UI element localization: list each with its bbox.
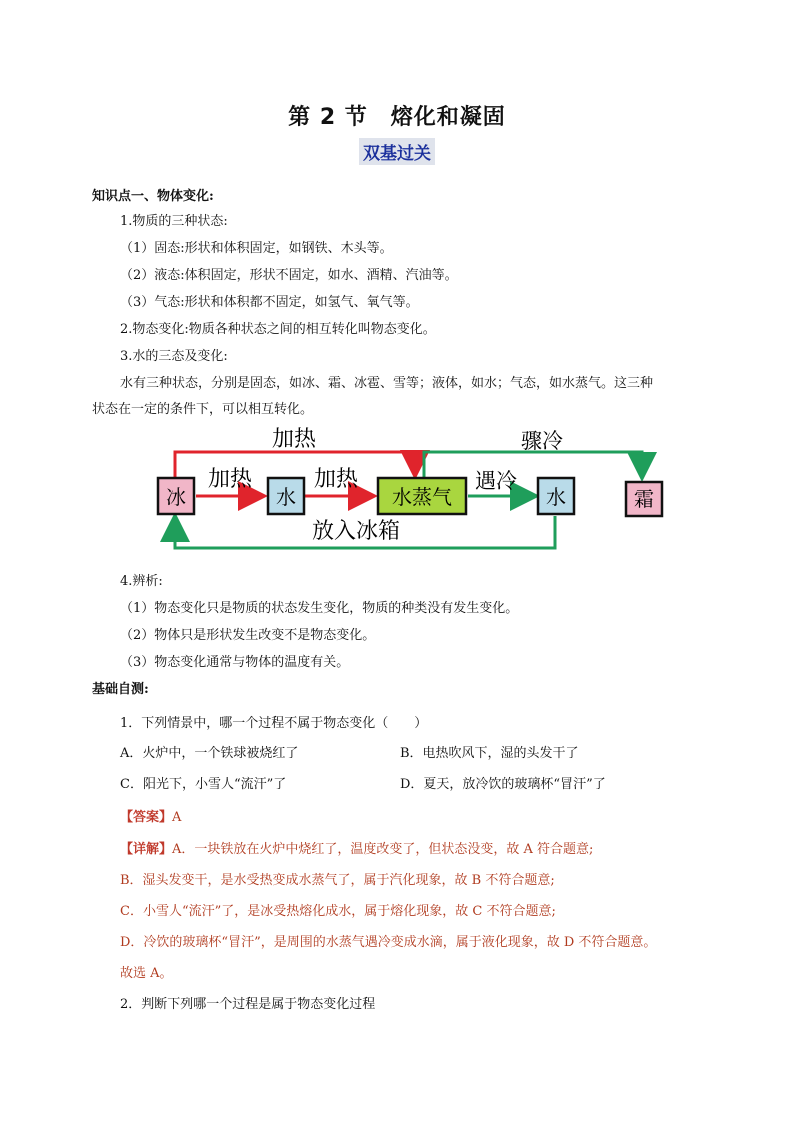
- svg-text:水蒸气: 水蒸气: [392, 485, 452, 509]
- question-1: 1．下列情景中，哪一个过程不属于物态变化（ ）: [120, 716, 428, 731]
- liquid-state-text: （2）液态:体积固定，形状不固定，如水、酒精、汽油等。: [120, 268, 458, 283]
- label-cool: 遇冷: [475, 469, 517, 493]
- answer-line: [120, 806, 181, 825]
- water-state-diagram: [150, 420, 670, 560]
- option-c: C．阳光下，小雪人“流汗”了: [120, 777, 287, 792]
- knowledge-point-3: 3.水的三态及变化:: [120, 349, 228, 364]
- knowledge-heading: 知识点一、物体变化:: [92, 189, 214, 204]
- water-box-1: [268, 478, 304, 514]
- section-badge: 双基过关: [359, 138, 435, 165]
- detail-line-a: [120, 838, 593, 857]
- detail-b: B．湿头发变干，是水受热变成水蒸气了，属于汽化现象，故 B 不符合题意;: [120, 873, 555, 888]
- analysis-3: （3）物态变化通常与物体的温度有关。: [120, 655, 350, 670]
- water-states-line-1: 水有三种状态，分别是固态，如冰、霜、冰雹、雪等；液体，如水；气态，如水蒸气。这三种: [120, 376, 654, 391]
- label-fridge: 放入冰箱: [311, 519, 401, 544]
- detail-c: C．小雪人“流汗”了，是冰受热熔化成水，属于熔化现象，故 C 不符合题意;: [120, 904, 556, 919]
- option-a: A．火炉中，一个铁球被烧红了: [120, 746, 299, 761]
- gas-state-text: （3）气态:形状和体积都不固定，如氢气、氧气等。: [120, 295, 419, 310]
- label-heat-1: 加热: [207, 467, 253, 492]
- knowledge-point-4: 4.辨析:: [120, 574, 163, 589]
- page-title: 第 2 节 熔化和凝固: [288, 105, 506, 130]
- steam-box: [378, 478, 466, 514]
- analysis-1: （1）物态变化只是物质的状态发生变化，物质的种类没有发生变化。: [120, 601, 519, 616]
- label-heat-top: 加热: [271, 427, 317, 452]
- water-states-line-2: 状态在一定的条件下，可以相互转化。: [92, 402, 314, 417]
- question-2: 2．判断下列哪一个过程是属于物态变化过程: [120, 997, 376, 1012]
- detail-tag: 【详解】: [120, 842, 173, 857]
- knowledge-point-2: 2.物态变化:物质各种状态之间的相互转化叫物态变化。: [120, 322, 436, 337]
- detail-a: A．一块铁放在火炉中烧红了，温度改变了，但状态没变，故 A 符合题意;: [172, 842, 594, 857]
- frost-box: [626, 482, 662, 516]
- option-d: D．夏天，放冷饮的玻璃杯“冒汗”了: [400, 777, 606, 792]
- analysis-2: （2）物体只是形状发生改变不是物态变化。: [120, 628, 376, 643]
- knowledge-point-1: 1.物质的三种状态:: [120, 214, 228, 229]
- answer-tag: 【答案】: [120, 810, 173, 825]
- answer-value: A: [172, 810, 182, 825]
- svg-text:水: 水: [546, 485, 566, 509]
- conclusion: 故选 A。: [120, 966, 173, 981]
- selftest-heading: 基础自测:: [92, 682, 149, 697]
- ice-box: [158, 478, 194, 514]
- sudden-cool-arrow: [424, 452, 642, 478]
- solid-state-text: （1）固态:形状和体积固定，如钢铁、木头等。: [120, 241, 393, 256]
- water-box-2: [538, 478, 574, 514]
- label-heat-2: 加热: [313, 467, 359, 492]
- detail-d: D．冷饮的玻璃杯“冒汗”，是周围的水蒸气遇冷变成水滴，属于液化现象，故 D 不符合题意。: [120, 935, 657, 950]
- option-b: B．电热吹风下，湿的头发干了: [400, 746, 579, 761]
- svg-text:冰: 冰: [166, 485, 186, 509]
- svg-text:水: 水: [276, 485, 296, 509]
- svg-text:霜: 霜: [634, 487, 654, 511]
- label-sudden-cool: 骤冷: [521, 429, 563, 453]
